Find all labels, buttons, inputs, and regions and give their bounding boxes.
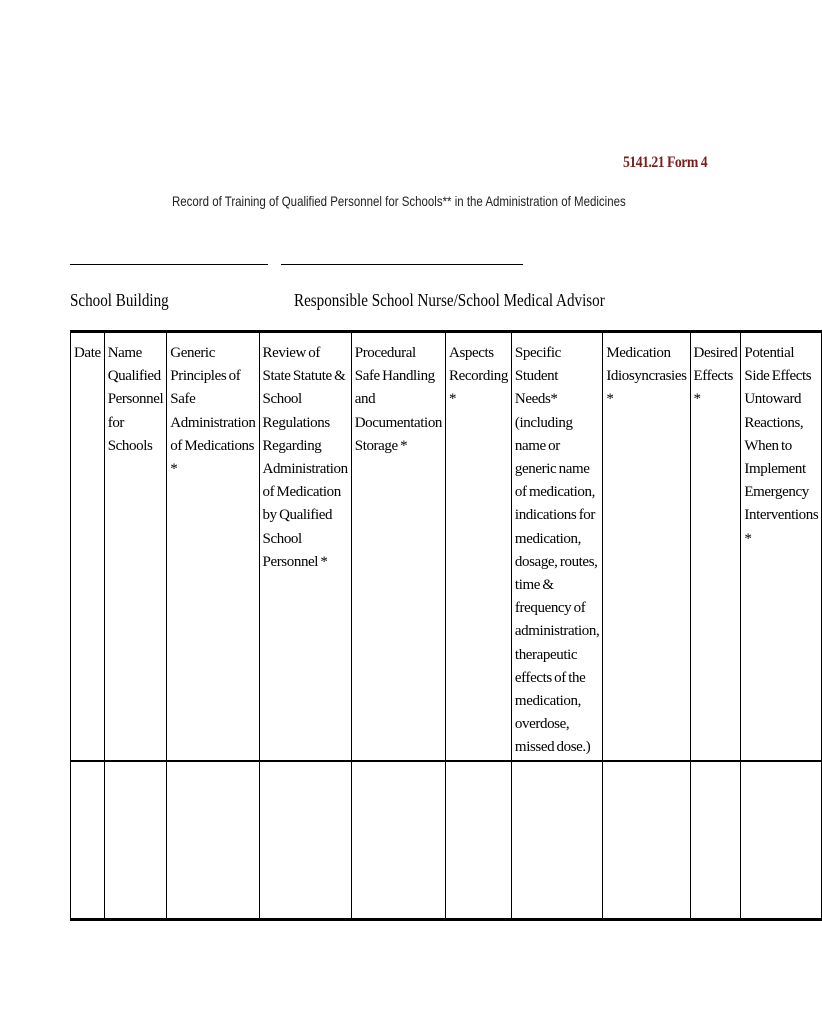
column-header-aspects-recording: Aspects Recording *	[446, 332, 512, 761]
column-header-potential-side-effects: Potential Side Effects Untoward Reactions, When to Implement Emergency Interventions *	[741, 332, 822, 761]
school-building-label: School Building	[70, 290, 169, 310]
column-header-specific-student-needs: Specific Student Needs* (including name or generic name of medication, indications for medication, dosage, routes, time & frequency of administration, therapeutic effects of the medication, overdose, missed dose.)	[511, 332, 602, 761]
column-header-name: Name Qualified Personnel for Schools	[104, 332, 167, 761]
cell-date[interactable]	[71, 761, 105, 920]
training-record-table-container	[70, 330, 822, 921]
form-number: 5141.21 Form 4	[623, 154, 708, 171]
responsible-nurse-label: Responsible School Nurse/School Medical Advisor	[294, 290, 605, 310]
table-header-row	[71, 332, 822, 761]
cell-state-statute[interactable]	[259, 761, 351, 920]
cell-potential-side-effects[interactable]	[741, 761, 822, 920]
training-record-table	[70, 330, 822, 921]
column-header-date: Date	[71, 332, 105, 761]
column-header-generic-principles: Generic Principles of Safe Administration of Medications *	[167, 332, 259, 761]
column-header-medication-idiosyncrasies: Medication Idiosyncrasies *	[603, 332, 690, 761]
column-header-state-statute: Review of State Statute & School Regulations Regarding Administration of Medication by Qualified School Personnel *	[259, 332, 351, 761]
column-header-procedural-safe-handling: Procedural Safe Handling and Documentation Storage *	[351, 332, 445, 761]
cell-specific-student-needs[interactable]	[511, 761, 602, 920]
responsible-nurse-blank-line[interactable]	[281, 264, 523, 265]
cell-aspects-recording[interactable]	[446, 761, 512, 920]
cell-desired-effects[interactable]	[690, 761, 741, 920]
cell-procedural-safe-handling[interactable]	[351, 761, 445, 920]
cell-generic-principles[interactable]	[167, 761, 259, 920]
column-header-desired-effects: Desired Effects *	[690, 332, 741, 761]
cell-medication-idiosyncrasies[interactable]	[603, 761, 690, 920]
document-title: Record of Training of Qualified Personnel for Schools** in the Administration of Medicines	[172, 193, 626, 209]
school-building-blank-line[interactable]	[70, 264, 268, 265]
table-row	[71, 761, 822, 920]
cell-name[interactable]	[104, 761, 167, 920]
